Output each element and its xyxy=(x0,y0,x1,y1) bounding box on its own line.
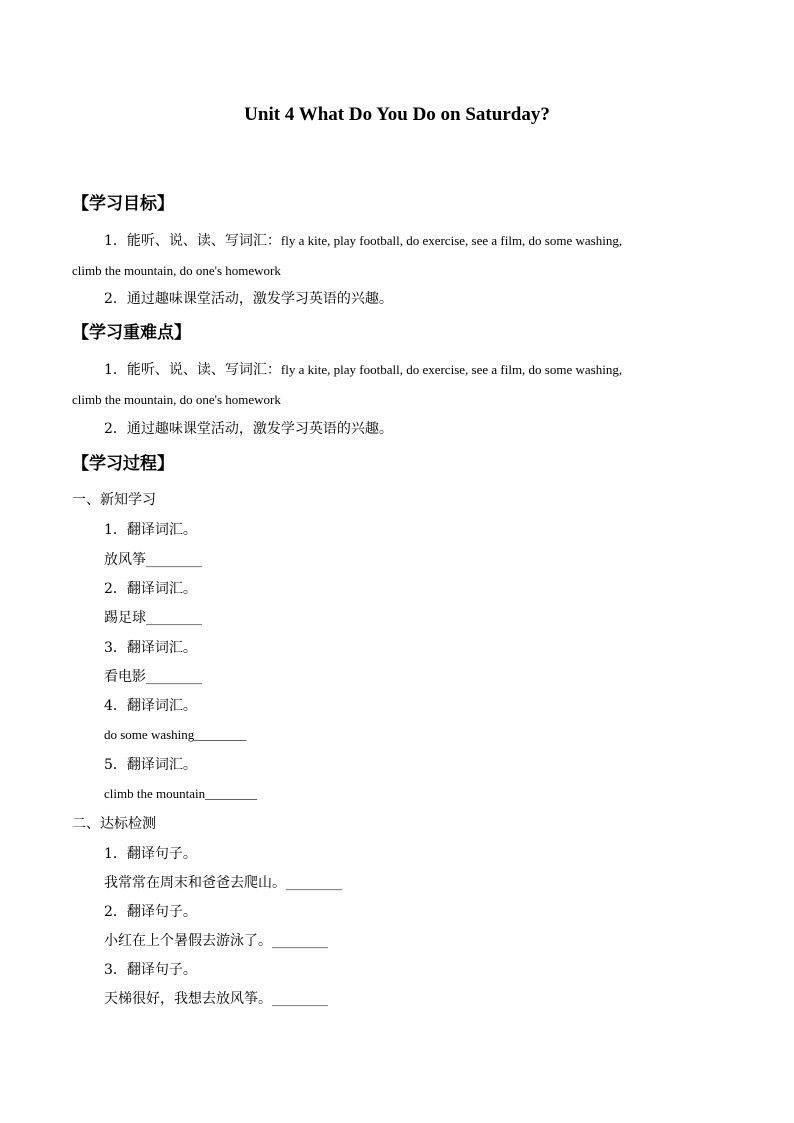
part1-item-2-num: 2．翻译词汇。 xyxy=(104,581,197,597)
objectives-item-1-cont: climb the mountain, do one's homework xyxy=(72,263,281,278)
key-points-item-2: 2．通过趣味课堂活动，激发学习英语的兴趣。 xyxy=(104,421,393,437)
objectives-item-1-words: fly a kite, play football, do exercise, see a film, do some washing, xyxy=(280,233,623,248)
key-points-heading: 【学习重难点】 xyxy=(72,323,191,343)
part1-item-1-question: 放风筝________ xyxy=(104,552,202,568)
part2-item-2-question: 小红在上个暑假去游泳了。________ xyxy=(104,933,328,949)
key-points-item-1-words: fly a kite, play football, do exercise, see a film, do some washing, xyxy=(280,362,623,377)
part2-item-3-question: 天梯很好，我想去放风筝。________ xyxy=(104,991,328,1007)
part2-item-1-question: 我常常在周末和爸爸去爬山。________ xyxy=(104,875,342,891)
document-title: Unit 4 What Do You Do on Saturday? xyxy=(244,104,550,125)
objectives-item-1 xyxy=(72,226,715,286)
part2-title: 二、达标检测 xyxy=(72,816,156,832)
part1-item-4-num: 4．翻译词汇。 xyxy=(104,698,197,714)
key-points-item-1 xyxy=(72,355,715,415)
part2-item-3-num: 3．翻译句子。 xyxy=(104,962,197,978)
objectives-item-1-prefix: 1．能听、说、读、写词汇： xyxy=(104,233,281,249)
part1-item-5-num: 5．翻译词汇。 xyxy=(104,757,197,773)
part1-item-2-question: 踢足球________ xyxy=(104,610,202,626)
part1-item-5-question: climb the mountain________ xyxy=(104,786,258,801)
part1-title: 一、新知学习 xyxy=(72,492,156,508)
part1-item-1-num: 1．翻译词汇。 xyxy=(104,522,197,538)
part2-item-1-num: 1．翻译句子。 xyxy=(104,846,197,862)
objectives-item-2: 2．通过趣味课堂活动，激发学习英语的兴趣。 xyxy=(104,291,393,307)
key-points-item-1-prefix: 1．能听、说、读、写词汇： xyxy=(104,362,281,378)
process-heading: 【学习过程】 xyxy=(72,454,174,474)
part1-item-4-question: do some washing________ xyxy=(104,727,247,742)
part1-item-3-question: 看电影________ xyxy=(104,669,202,685)
part2-item-2-num: 2．翻译句子。 xyxy=(104,904,197,920)
key-points-item-1-cont: climb the mountain, do one's homework xyxy=(72,392,281,407)
objectives-heading: 【学习目标】 xyxy=(72,194,174,214)
part1-item-3-num: 3．翻译词汇。 xyxy=(104,640,197,656)
